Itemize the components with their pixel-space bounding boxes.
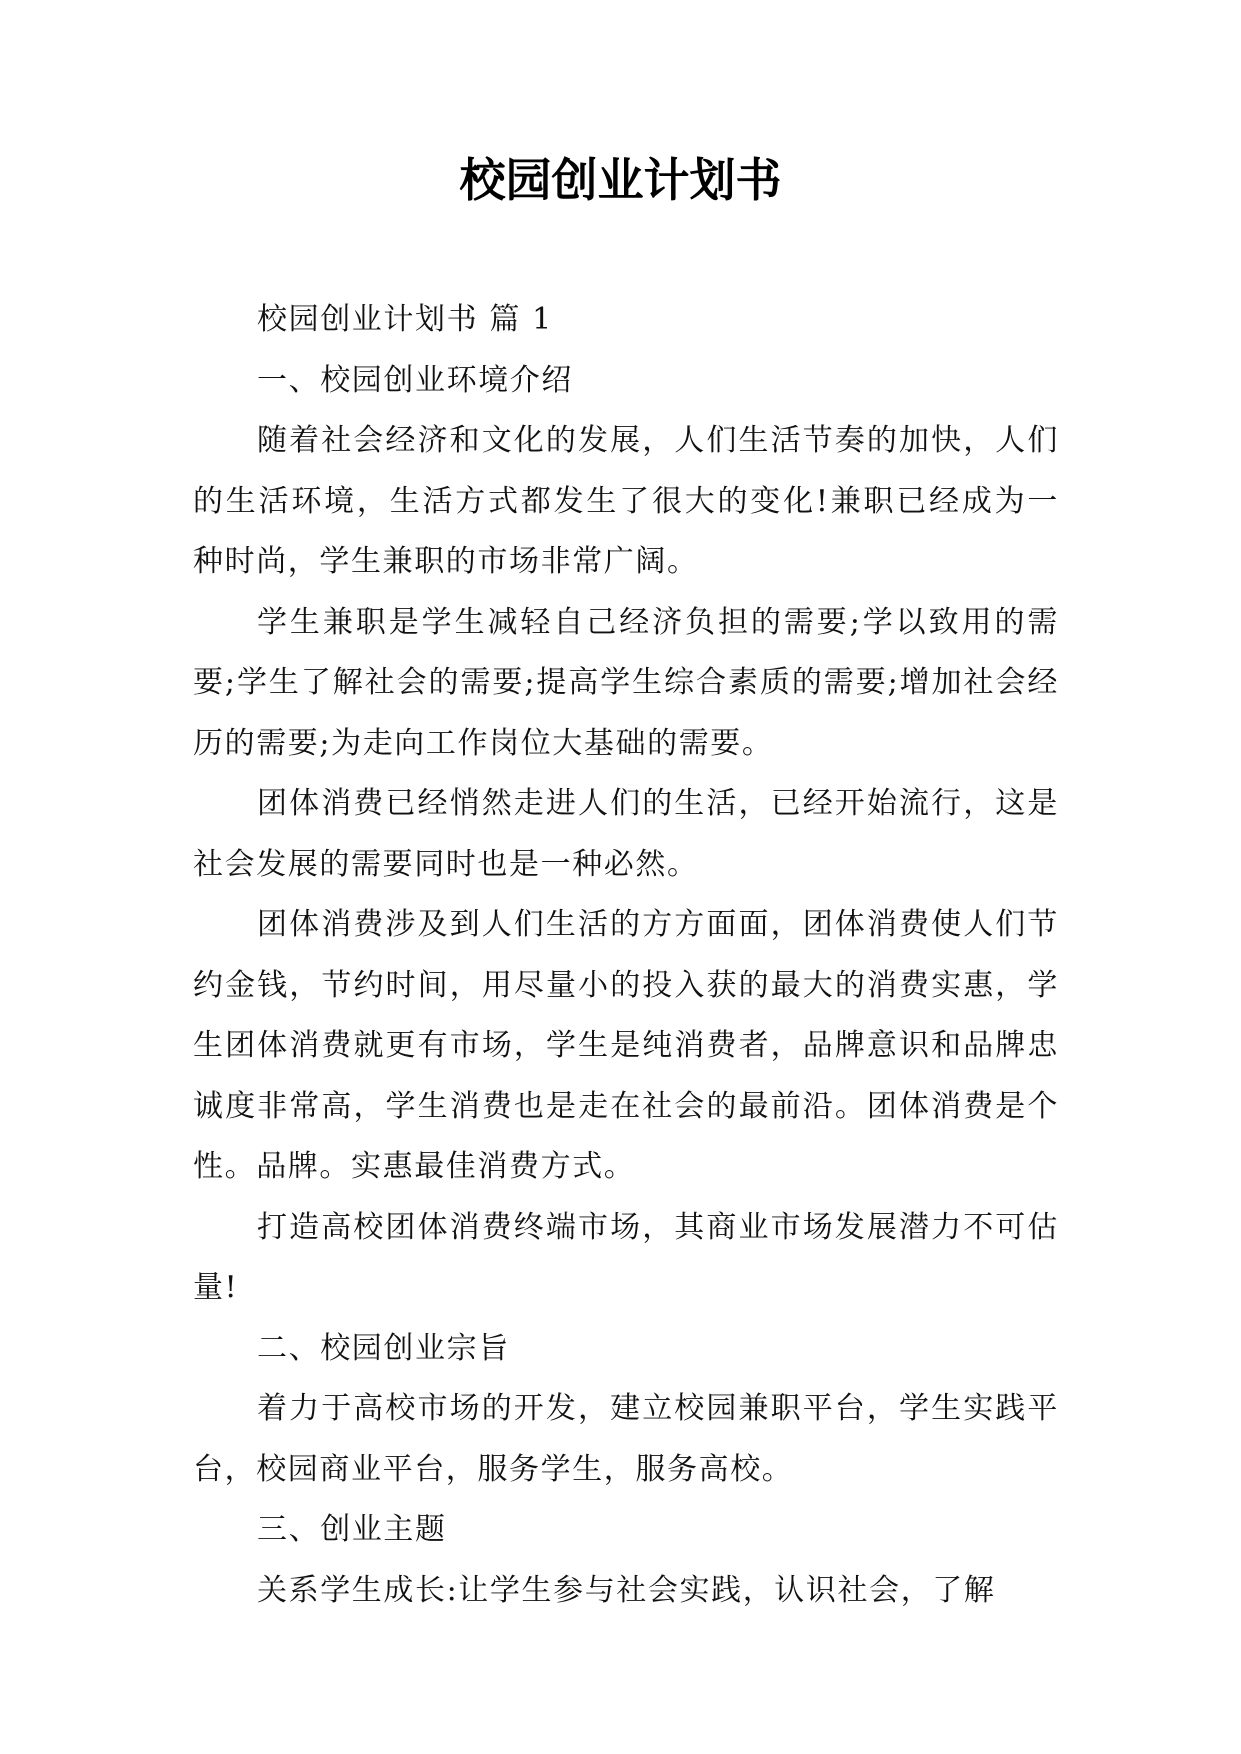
paragraph: 学生兼职是学生减轻自己经济负担的需要;学以致用的需要;学生了解社会的需要;提高学生综合素质的需要;增加社会经历的需要;为走向工作岗位大基础的需要。 — [193, 604, 1059, 761]
section-heading-plan: 校园创业计划书 篇 1 — [257, 302, 553, 337]
paragraph: 打造高校团体消费终端市场，其商业市场发展潜力不可估量! — [193, 1209, 1059, 1305]
paragraph: 随着社会经济和文化的发展，人们生活节奏的加快，人们的生活环境，生活方式都发生了很大的变化!兼职已经成为一种时尚，学生兼职的市场非常广阔。 — [193, 423, 1059, 579]
document-title: 校园创业计划书 — [459, 153, 782, 207]
section-heading-environment: 一、校园创业环境介绍 — [257, 362, 573, 398]
section-heading-theme: 三、创业主题 — [257, 1512, 447, 1547]
paragraph: 关系学生成长:让学生参与社会实践，认识社会，了解 — [257, 1572, 996, 1608]
document-body — [193, 290, 1059, 1621]
paragraph: 团体消费已经悄然走进人们的生活，已经开始流行，这是社会发展的需要同时也是一种必然。 — [193, 786, 1059, 882]
section-heading-purpose: 二、校园创业宗旨 — [257, 1330, 510, 1366]
paragraph: 着力于高校市场的开发，建立校园兼职平台，学生实践平台，校园商业平台，服务学生，服务高校。 — [193, 1391, 1059, 1487]
paragraph: 团体消费涉及到人们生活的方方面面，团体消费使人们节约金钱，节约时间，用尽量小的投入获的最大的消费实惠，学生团体消费就更有市场，学生是纯消费者，品牌意识和品牌忠诚度非常高，学生消费也是走在社会的最前沿。团体消费是个性。品牌。实惠最佳消费方式。 — [193, 907, 1059, 1184]
